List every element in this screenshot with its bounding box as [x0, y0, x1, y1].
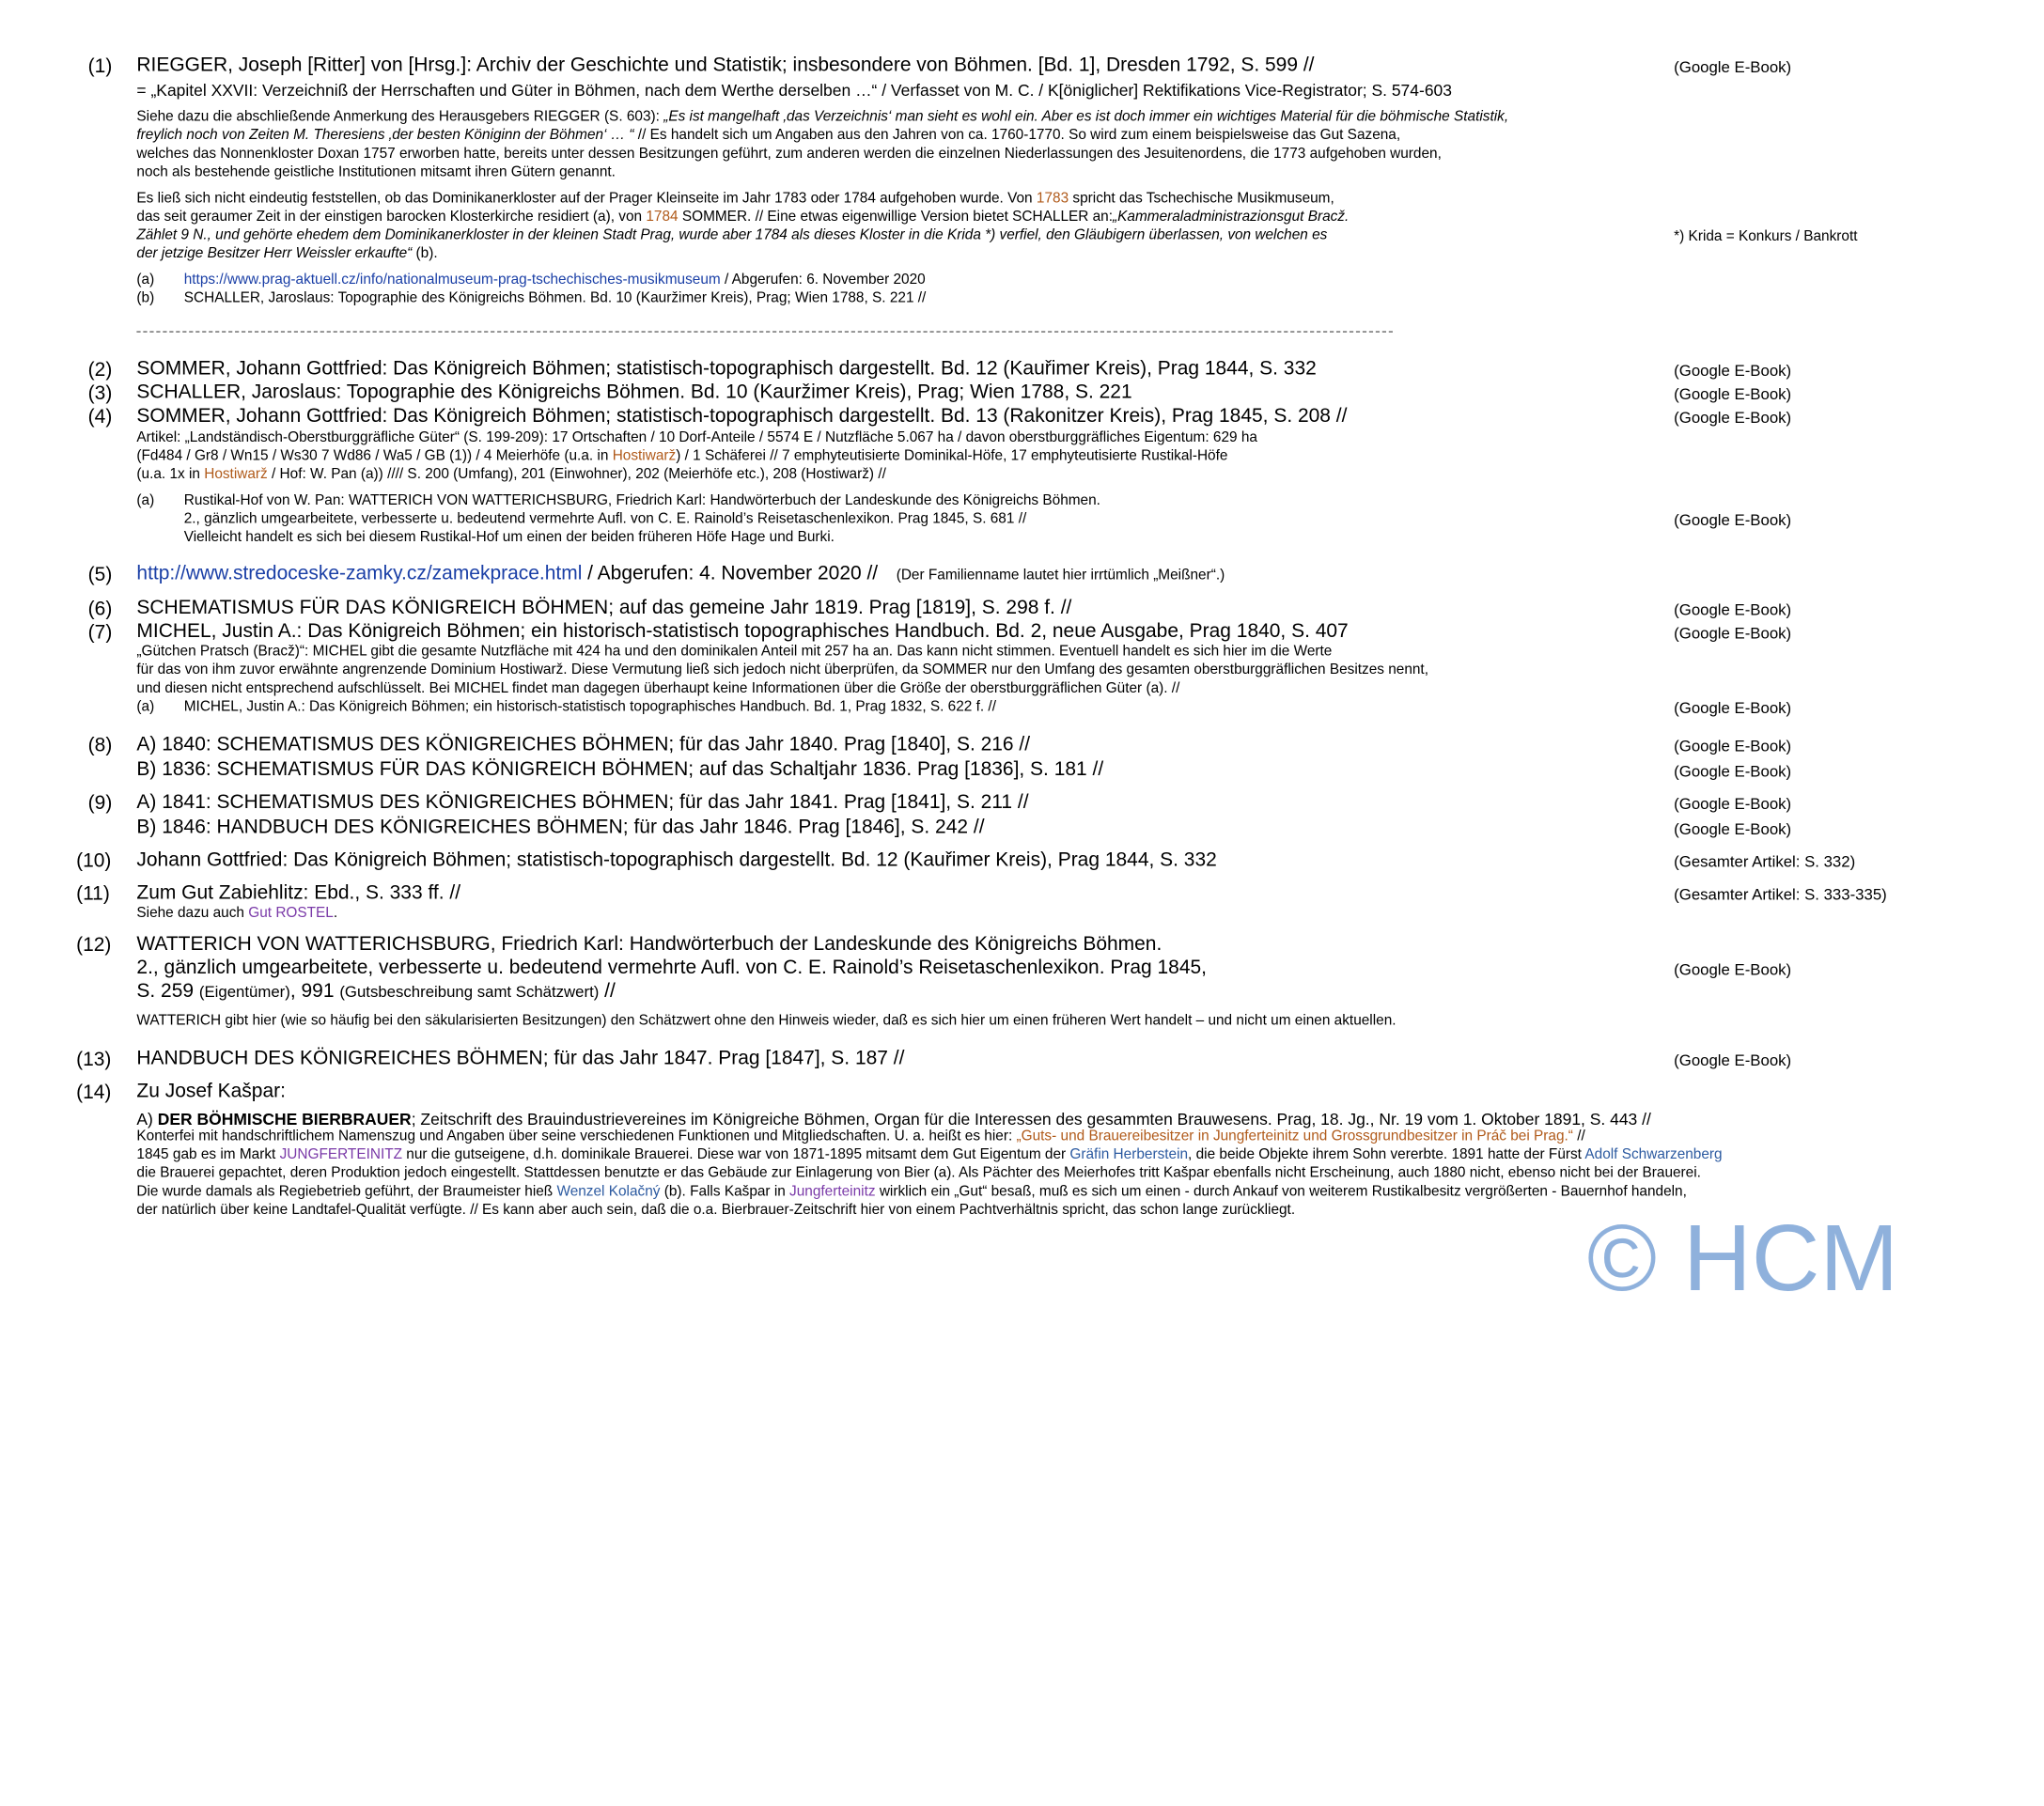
- entry-13-text: HANDBUCH DES KÖNIGREICHES BÖHMEN; für das Jahr 1847. Prag [1847], S. 187 //: [136, 1047, 905, 1070]
- entry-2-text: SOMMER, Johann Gottfried: Das Königreich Böhmen; statistisch-topographisch dargestellt. Bd. 12 (Kauřimer Kreis), Prag 1844, S. 332: [136, 357, 1317, 381]
- entry-5-link[interactable]: http://www.stredoceske-zamky.cz/zamekprace.html: [136, 562, 583, 585]
- entry-6-source: (Google E-Book): [1674, 599, 1792, 619]
- entry-1-note-line: welches das Nonnenkloster Doxan 1757 erworben hatte, bereits unter dessen Besitzungen geführt, zum anderen werden die einzelnen Niederlassungen des Jesuitenordens, die 1773 aufgehoben wurden,: [136, 146, 1442, 162]
- entry-4-note-line: (u.a. 1x in Hostiwarž / Hof: W. Pan (a)) //// S. 200 (Umfang), 201 (Einwohner), 202 (Meierhöfe etc.), 208 (Hostiwarž) //: [136, 466, 886, 483]
- entry-12-source: (Google E-Book): [1674, 960, 1792, 979]
- entry-8-a: A) 1840: SCHEMATISMUS DES KÖNIGREICHES BÖHMEN; für das Jahr 1840. Prag [1840], S. 216 //: [136, 733, 1031, 755]
- entry-7-note-line: für das von ihm zuvor erwähnte angrenzende Dominium Hostiwarž. Diese Vermutung ließ sich jedoch nicht überprüfen, da SOMMER nur den Umfang des gesamten oberstburggräflichen Besitzes nennt,: [136, 662, 1428, 678]
- entry-4-source: (Google E-Book): [1674, 408, 1792, 428]
- entry-12-line: WATTERICH VON WATTERICHSBURG, Friedrich Karl: Handwörterbuch der Landeskunde des Königreichs Böhmen.: [136, 932, 1162, 956]
- footnote-number: (6): [87, 598, 113, 620]
- entry-4-ref-line: Rustikal-Hof von W. Pan: WATTERICH VON WATTERICHSBURG, Friedrich Karl: Handwörterbuch der Landeskunde des Königreichs Böhmen.: [183, 492, 1100, 509]
- ref-a-label: (a): [136, 698, 155, 715]
- entry-1-note-line: der jetzige Besitzer Herr Weissler erkaufte“ (b).: [136, 245, 438, 262]
- entry-14-note-line: der natürlich über keine Landtafel-Qualität verfügte. // Es kann aber auch sein, daß die o.a. Bierbrauer-Zeitschrift hier von einem Pachtverhältnis spricht, das schon lange zurückliegt.: [136, 1202, 1296, 1219]
- footnote-number: (10): [76, 849, 112, 873]
- ref-a-label: (a): [136, 492, 155, 509]
- entry-11-text: Zum Gut Zabiehlitz: Ebd., S. 333 ff. //: [136, 881, 461, 904]
- entry-11-note: Siehe dazu auch Gut ROSTEL.: [136, 905, 338, 922]
- entry-4-text: SOMMER, Johann Gottfried: Das Königreich Böhmen; statistisch-topographisch dargestellt. Bd. 13 (Rakonitzer Kreis), Prag 1845, S. 208 //: [136, 404, 1348, 428]
- entry-14-note-line: die Brauerei gepachtet, deren Produktion jedoch eingestellt. Stattdessen benutzte er das Gebäude zur Einlagerung von Bier (a). Als Pächter des Meierhofes tritt Kašpar ebenfalls nicht Erscheinung, auch 1880 nicht, ebenso nicht bei der Brauerei.: [136, 1165, 1701, 1181]
- entry-14-note-line: Konterfei mit handschriftlichem Namenszug und Angaben über seine verschiedenen Funktionen und Mitgliedschaften. U. a. heißt es hier: „Guts- und Brauereibesitzer in Jungferteinitz und Grossgrundbesitzer in Práč bei Prag.“ //: [136, 1128, 1585, 1144]
- entry-1-title: RIEGGER, Joseph [Ritter] von [Hrsg.]: Archiv der Geschichte und Statistik; insbesondere von Böhmen. [Bd. 1], Dresden 1792, S. 599 //: [136, 54, 1315, 77]
- footnote-number: (11): [76, 882, 110, 906]
- entry-1-note-line: freylich noch von Zeiten M. Theresiens ‚der besten Königinn der Böhmen‘ … “ // Es handelt sich um Angaben aus den Jahren von ca. 1760-1770. So wird zum einem beispielsweise das Gut Sazena,: [136, 127, 1401, 144]
- ref-b: SCHALLER, Jaroslaus: Topographie des Königreichs Böhmen. Bd. 10 (Kauržimer Kreis), Prag; Wien 1788, S. 221 //: [183, 289, 927, 306]
- krida-note: *) Krida = Konkurs / Bankrott: [1674, 228, 1858, 245]
- ref-b-label: (b): [136, 289, 155, 306]
- entry-7-ref: MICHEL, Justin A.: Das Königreich Böhmen; ein historisch-statistisch topographisches Handbuch. Bd. 1, Prag 1832, S. 622 f. //: [183, 698, 996, 715]
- entry-1-note-line: Siehe dazu die abschließende Anmerkung des Herausgebers RIEGGER (S. 603): „Es ist mangelhaft ‚das Verzeichnis‘ man sieht es wohl ein. Aber es ist doch immer ein wichtiges Material für die böhmische Statistik,: [136, 109, 1509, 125]
- dashed-divider: [136, 331, 1393, 332]
- footnote-number: (9): [87, 792, 113, 815]
- entry-8-source-b: (Google E-Book): [1674, 761, 1792, 781]
- entry-1-note-line: das seit geraumer Zeit in der einstigen barocken Klosterkirche residiert (a), von 1784 SOMMER. // Eine etwas eigenwillige Version bietet SCHALLER an:„Kammeraladministrazionsgut Bracž.: [136, 209, 1350, 226]
- entry-9-source-a: (Google E-Book): [1674, 794, 1792, 814]
- entry-14-heading: Zu Josef Kašpar:: [136, 1080, 286, 1103]
- jungferteinitz-link[interactable]: JUNGFERTEINITZ: [279, 1146, 403, 1163]
- entry-7-note-line: „Gütchen Pratsch (Bracž)“: MICHEL gibt die gesamte Nutzfläche mit 424 ha und den dominikalen Anteil mit 257 ha an. Das kann nicht stimmen. Eventuell handelt es sich hier im die Werte: [136, 644, 1333, 660]
- entry-9-b: B) 1846: HANDBUCH DES KÖNIGREICHES BÖHMEN; für das Jahr 1846. Prag [1846], S. 242 //: [136, 816, 985, 838]
- kolacny-link[interactable]: Wenzel Kolačný: [556, 1183, 661, 1200]
- entry-10-text: Johann Gottfried: Das Königreich Böhmen; statistisch-topographisch dargestellt. Bd. 12 (Kauřimer Kreis), Prag 1844, S. 332: [136, 849, 1217, 871]
- entry-14-note-line: Die wurde damals als Regiebetrieb geführt, der Braumeister hieß Wenzel Kolačný (b). Falls Kašpar in Jungferteinitz wirklich ein „Gut“ besaß, muß es sich um einen - durch Ankauf von weiterem Rustikalbesitz vergrößerten - Bauernhof handeln,: [136, 1183, 1687, 1200]
- ref-a-label: (a): [136, 272, 155, 288]
- schwarzenberg-link[interactable]: Adolf Schwarzenberg: [1584, 1146, 1723, 1163]
- entry-14-note-line: 1845 gab es im Markt JUNGFERTEINITZ nur die gutseigene, d.h. dominikale Brauerei. Diese war von 1871-1895 mitsamt dem Gut Eigentum der Gräfin Herberstein, die beide Objekte ihrem Sohn vererbte. 1891 hatte der Fürst Adolf Schwarzenberg: [136, 1146, 1723, 1163]
- entry-7-text: MICHEL, Justin A.: Das Königreich Böhmen; ein historisch-statistisch topographisches Handbuch. Bd. 2, neue Ausgabe, Prag 1840, S. 407: [136, 619, 1349, 643]
- entry-8-b: B) 1836: SCHEMATISMUS FÜR DAS KÖNIGREICH BÖHMEN; auf das Schaltjahr 1836. Prag [1836], S. 181 //: [136, 757, 1104, 781]
- jungferteinitz-link-2[interactable]: Jungferteinitz: [789, 1183, 876, 1200]
- footnote-number: (14): [76, 1081, 112, 1104]
- entry-12-line: 2., gänzlich umgearbeitete, verbesserte u. bedeutend vermehrte Aufl. von C. E. Rainold’s Reisetaschenlexikon. Prag 1845,: [136, 956, 1207, 979]
- entry-4-ref-source: (Google E-Book): [1674, 510, 1792, 530]
- entry-6-text: SCHEMATISMUS FÜR DAS KÖNIGREICH BÖHMEN; auf das gemeine Jahr 1819. Prag [1819], S. 298 f. //: [136, 596, 1072, 619]
- entry-4-ref-line: 2., gänzlich umgearbeitete, verbesserte u. bedeutend vermehrte Aufl. von C. E. Rainold’s Reisetaschenlexikon. Prag 1845, S. 681 //: [183, 510, 1027, 527]
- entry-4-ref-line: Vielleicht handelt es sich bei diesem Rustikal-Hof um einen der beiden früheren Höfe Hage und Burki.: [183, 529, 835, 546]
- entry-12-line: S. 259 (Eigentümer), 991 (Gutsbeschreibung samt Schätzwert) //: [136, 979, 616, 1003]
- entry-1-note-line: noch als bestehende geistliche Institutionen mitsamt ihren Gütern genannt.: [136, 163, 616, 180]
- entry-1-note-line: Zählet 9 N., und gehörte ehedem dem Dominikanerkloster in der kleinen Stadt Prag, wurde aber 1784 als dieses Kloster in die Krida *) verfiel, den Gläubigern überlassen, von welchen es: [136, 226, 1328, 243]
- footnote-number: (2): [87, 358, 113, 381]
- entry-4-note-line: (Fd484 / Gr8 / Wn15 / Ws30 7 Wd86 / Wa5 / GB (1)) / 4 Meierhöfe (u.a. in Hostiwarž) / 1 Schäferei // 7 emphyteutisierte Dominikal-Höfe, 17 emphyteutisierte Rustikal-Höfe: [136, 447, 1228, 464]
- entry-12-note: WATTERICH gibt hier (wie so häufig bei den säkularisierten Besitzungen) den Schätzwert ohne den Hinweis wieder, daß es sich hier um einen früheren Wert handelt – und nicht um einen aktuellen.: [136, 1012, 1396, 1029]
- ref-a-link[interactable]: https://www.prag-aktuell.cz/info/nationalmuseum-prag-tschechisches-musikmuseum: [183, 272, 721, 288]
- footnote-number: (7): [87, 621, 113, 645]
- footnote-number: (8): [87, 734, 113, 757]
- entry-1-note-line: Es ließ sich nicht eindeutig feststellen, ob das Dominikanerkloster auf der Prager Kleinseite im Jahr 1783 oder 1784 aufgehoben wurde. Von 1783 spricht das Tschechische Musikmuseum,: [136, 190, 1334, 207]
- entry-2-source: (Google E-Book): [1674, 361, 1792, 381]
- entry-9-source-b: (Google E-Book): [1674, 819, 1792, 838]
- entry-3-source: (Google E-Book): [1674, 384, 1792, 404]
- gut-rostel-link[interactable]: Gut ROSTEL: [248, 905, 334, 922]
- entry-3-text: SCHALLER, Jaroslaus: Topographie des Königreichs Böhmen. Bd. 10 (Kauržimer Kreis), Prag; Wien 1788, S. 221: [136, 381, 1132, 404]
- entry-7-ref-source: (Google E-Book): [1674, 698, 1792, 718]
- footnote-number: (13): [76, 1048, 112, 1071]
- entry-7-source: (Google E-Book): [1674, 624, 1792, 643]
- footnote-number: (1): [87, 54, 113, 78]
- herberstein-link[interactable]: Gräfin Herberstein: [1069, 1146, 1189, 1163]
- entry-13-source: (Google E-Book): [1674, 1051, 1792, 1070]
- entry-7-note-line: und diesen nicht entsprechend aufschlüsselt. Bei MICHEL findet man dagegen überhaupt keine Informationen über die Größe der oberstburggräflichen Güter (a). //: [136, 680, 1180, 696]
- entry-1-source: (Google E-Book): [1674, 57, 1792, 77]
- entry-9-a: A) 1841: SCHEMATISMUS DES KÖNIGREICHES BÖHMEN; für das Jahr 1841. Prag [1841], S. 211 //: [136, 790, 1029, 814]
- entry-5-text: http://www.stredoceske-zamky.cz/zamekprace.html / Abgerufen: 4. November 2020 // (Der Familienname lautet hier irrtümlich „Meißner“.): [136, 562, 1225, 585]
- footnote-number: (3): [87, 381, 113, 405]
- entry-4-note-line: Artikel: „Landständisch-Oberstburggräfliche Güter“ (S. 199-209): 17 Ortschaften / 10 Dorf-Anteile / 5574 E / Nutzfläche 5.067 ha / davon oberstburggräfliches Eigentum: 629 ha: [136, 429, 1257, 445]
- entry-1-subtitle: = „Kapitel XXVII: Verzeichniß der Herrschaften und Güter in Böhmen, nach dem Werthe derselben …“ / Verfasset von M. C. / K[öniglicher] Rektifikations Vice-Registrator; S. 574-603: [136, 81, 1452, 101]
- ref-a: https://www.prag-aktuell.cz/info/nationalmuseum-prag-tschechisches-musikmuseum / Abgerufen: 6. November 2020: [183, 272, 926, 288]
- footnote-number: (5): [87, 563, 113, 586]
- footnote-number: (4): [87, 406, 113, 428]
- footnote-number: (12): [76, 934, 112, 957]
- copyright-watermark: © HCM: [1586, 1206, 1899, 1312]
- entry-11-source: (Gesamter Artikel: S. 333-335): [1674, 885, 1887, 904]
- entry-10-source: (Gesamter Artikel: S. 332): [1674, 852, 1856, 871]
- entry-14-source-a: A) DER BÖHMISCHE BIERBRAUER; Zeitschrift des Brauindustrievereines im Königreiche Böhmen, Organ für die Interessen des gesammten Brauwesens. Prag, 18. Jg., Nr. 19 vom 1. Oktober 1891, S. 443 //: [136, 1110, 1651, 1129]
- entry-8-source-a: (Google E-Book): [1674, 737, 1792, 755]
